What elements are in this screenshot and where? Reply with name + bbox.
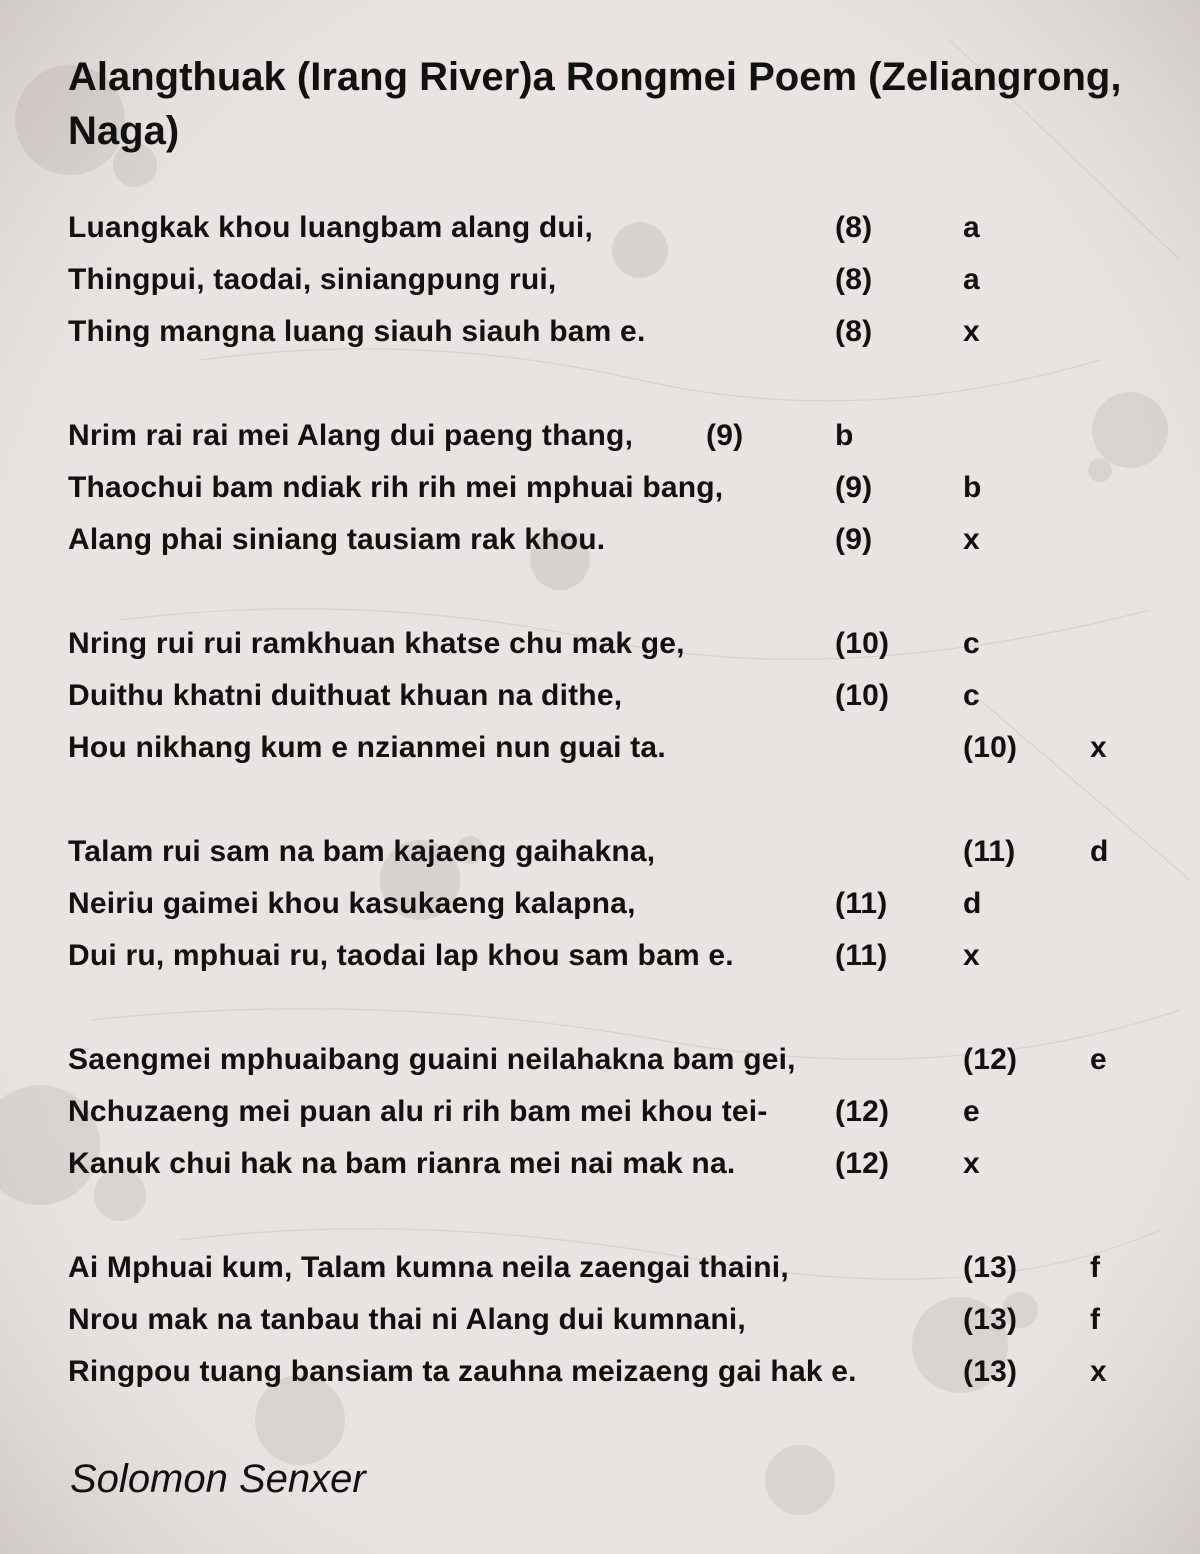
poem-line: [0, 1250, 1200, 1302]
poem-line-text: Kanuk chui hak na bam rianra mei nai mak na.: [68, 1147, 736, 1180]
poem-line-text: Luangkak khou luangbam alang dui,: [68, 211, 593, 244]
poem-title: [68, 50, 1198, 158]
rhyme-label: e: [1090, 1043, 1107, 1076]
poem-line-text: Nchuzaeng mei puan alu ri rih bam mei khou tei-: [68, 1095, 768, 1128]
rhyme-label: c: [963, 627, 980, 660]
syllable-count: (10): [835, 627, 890, 660]
syllable-count: (9): [706, 419, 744, 452]
rhyme-label: a: [963, 211, 980, 244]
rhyme-label: e: [963, 1095, 980, 1128]
poem-line: [0, 262, 1200, 314]
syllable-count: (12): [963, 1043, 1018, 1076]
poem-line-text: Nrim rai rai mei Alang dui paeng thang,: [68, 419, 634, 452]
syllable-count: (11): [963, 835, 1016, 868]
rhyme-label: x: [963, 315, 980, 348]
poem-line-text: Duithu khatni duithuat khuan na dithe,: [68, 679, 623, 712]
poem-line: [0, 730, 1200, 782]
rhyme-label: c: [963, 679, 980, 712]
poem-title-line-1: Alangthuak (Irang River)a Rongmei Poem (Zeliangrong,: [68, 55, 1122, 99]
poem-line-text: Thingpui, taodai, siniangpung rui,: [68, 263, 557, 296]
poem-title-line-2: Naga): [68, 109, 180, 153]
rhyme-label: b: [963, 471, 982, 504]
poem-line-text: Ai Mphuai kum, Talam kumna neila zaengai thaini,: [68, 1251, 789, 1284]
rhyme-label: d: [963, 887, 982, 920]
author-name: Solomon Senxer: [70, 1457, 366, 1501]
syllable-count: (13): [963, 1251, 1018, 1284]
poem-line: [0, 1094, 1200, 1146]
poem-line-text: Nrou mak na tanbau thai ni Alang dui kumnani,: [68, 1303, 746, 1336]
poem-line: [0, 1302, 1200, 1354]
syllable-count: (12): [835, 1147, 890, 1180]
poem-line: [0, 834, 1200, 886]
poem-line-text: Nring rui rui ramkhuan khatse chu mak ge,: [68, 627, 685, 660]
poem-line-text: Saengmei mphuaibang guaini neilahakna bam gei,: [68, 1043, 796, 1076]
syllable-count: (13): [963, 1355, 1018, 1388]
poem-line-text: Thing mangna luang siauh siauh bam e.: [68, 315, 646, 348]
poem-line: [0, 470, 1200, 522]
poem-line: [0, 1042, 1200, 1094]
poem-line-text: Talam rui sam na bam kajaeng gaihakna,: [68, 835, 656, 868]
poem-line-text: Thaochui bam ndiak rih rih mei mphuai bang,: [68, 471, 724, 504]
poem-line-text: Alang phai siniang tausiam rak khou.: [68, 523, 606, 556]
syllable-count: (10): [835, 679, 890, 712]
poem-line: [0, 938, 1200, 990]
poem-line: [0, 678, 1200, 730]
poem-line-text: Hou nikhang kum e nzianmei nun guai ta.: [68, 731, 666, 764]
poem-line-text: Ringpou tuang bansiam ta zauhna meizaeng gai hak e.: [68, 1355, 857, 1388]
poem-line: [0, 418, 1200, 470]
syllable-count: (13): [963, 1303, 1018, 1336]
syllable-count: (8): [835, 263, 873, 296]
poem-line: [0, 210, 1200, 262]
rhyme-label: f: [1090, 1251, 1101, 1284]
syllable-count: (12): [835, 1095, 890, 1128]
syllable-count: (8): [835, 315, 873, 348]
syllable-count: (8): [835, 211, 873, 244]
rhyme-label: x: [963, 523, 980, 556]
poem-line: [0, 1354, 1200, 1406]
poem-line: [0, 626, 1200, 678]
rhyme-label: x: [1090, 731, 1107, 764]
rhyme-label: d: [1090, 835, 1109, 868]
syllable-count: (9): [835, 471, 873, 504]
poem-line: [0, 522, 1200, 574]
poem-line-text: Neiriu gaimei khou kasukaeng kalapna,: [68, 887, 636, 920]
rhyme-label: f: [1090, 1303, 1101, 1336]
poem-line-text: Dui ru, mphuai ru, taodai lap khou sam bam e.: [68, 939, 734, 972]
rhyme-label: b: [835, 419, 854, 452]
rhyme-label: x: [963, 939, 980, 972]
rhyme-label: x: [963, 1147, 980, 1180]
poem-line: [0, 1146, 1200, 1198]
rhyme-label: a: [963, 263, 980, 296]
poem-line: [0, 886, 1200, 938]
syllable-count: (11): [835, 939, 888, 972]
syllable-count: (10): [963, 731, 1018, 764]
poem-line: [0, 314, 1200, 366]
syllable-count: (11): [835, 887, 888, 920]
syllable-count: (9): [835, 523, 873, 556]
rhyme-label: x: [1090, 1355, 1107, 1388]
